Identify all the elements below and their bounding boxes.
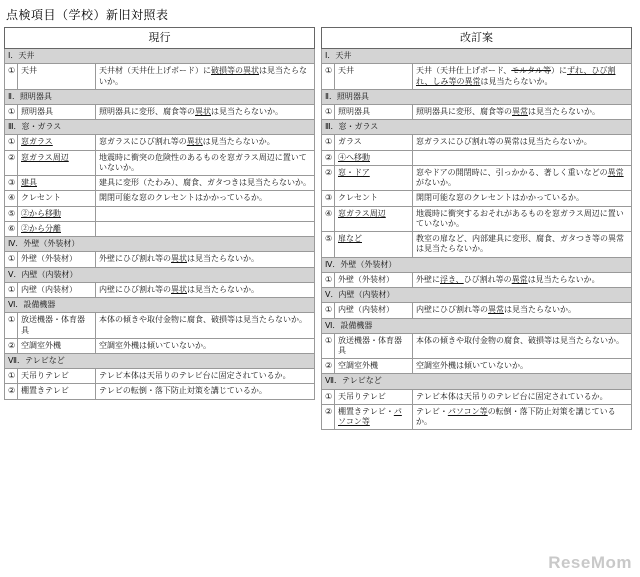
table-row [5, 105, 315, 120]
section-label: Ⅳ．外壁（外装材） [322, 257, 632, 272]
row-number: ① [5, 282, 18, 297]
table-row [5, 282, 315, 297]
column-header-current: 現行 [5, 28, 315, 49]
row-description: 天井材（天井仕上げボード）に破損等の異状は見当たらないか。 [96, 64, 315, 89]
row-description: テレビ本体は天吊りのテレビ台に固定されているか。 [96, 369, 315, 384]
row-number: ① [5, 369, 18, 384]
table-row [5, 369, 315, 384]
row-item: ②から移動 [18, 206, 96, 221]
section-header-row [5, 49, 315, 64]
row-number: ① [5, 252, 18, 267]
current-version-table-wrap [4, 27, 315, 430]
row-number: ④ [322, 206, 335, 231]
table-row [5, 191, 315, 206]
row-description: 空調室外機は傾いていないか。 [96, 338, 315, 353]
section-header-row [322, 89, 632, 104]
row-description: 教室の扉など、内部建具に変形、腐食、ガタつき等の異常は見当たらないか。 [413, 232, 632, 257]
table-row [322, 191, 632, 206]
row-item: 空調室外機 [335, 359, 413, 374]
column-header-row [5, 28, 315, 49]
row-description: 建具に変形（たわみ）、腐食、ガタつきは見当たらないか。 [96, 176, 315, 191]
watermark: ReseMom [548, 553, 632, 572]
table-row [322, 64, 632, 89]
row-number: ① [5, 135, 18, 150]
table-row [322, 359, 632, 374]
table-row [322, 404, 632, 429]
row-number: ② [5, 384, 18, 399]
row-number: ② [322, 165, 335, 190]
section-label: Ⅶ．テレビなど [322, 374, 632, 389]
table-row [322, 232, 632, 257]
section-header-row [5, 298, 315, 313]
row-number: ① [5, 64, 18, 89]
table-row [5, 338, 315, 353]
row-number: ⑤ [322, 232, 335, 257]
section-label: Ⅲ．窓・ガラス [322, 120, 632, 135]
section-header-row [322, 120, 632, 135]
section-header-row [322, 318, 632, 333]
row-item: ②から分離 [18, 221, 96, 236]
table-row [5, 252, 315, 267]
section-label: Ⅳ．外壁（外装材） [5, 237, 315, 252]
row-item: 窓・ドア [335, 165, 413, 190]
table-row [322, 150, 632, 165]
section-label: Ⅰ．天井 [322, 49, 632, 64]
table-row [5, 135, 315, 150]
row-item: 外壁（外装材） [335, 272, 413, 287]
row-item: 外壁（外装材） [18, 252, 96, 267]
table-row [322, 105, 632, 120]
row-number: ① [322, 135, 335, 150]
section-label: Ⅴ．内壁（内装材） [322, 288, 632, 303]
page-title: 点検項目（学校）新旧対照表 [6, 8, 169, 22]
row-description: 内壁にひび割れ等の異常は見当たらないか。 [413, 303, 632, 318]
row-number: ① [322, 272, 335, 287]
revised-version-body [322, 49, 632, 430]
section-label: Ⅰ．天井 [5, 49, 315, 64]
table-row [322, 135, 632, 150]
table-row [5, 176, 315, 191]
row-number: ① [5, 313, 18, 338]
section-header-row [322, 257, 632, 272]
section-header-row [322, 288, 632, 303]
row-number: ① [322, 389, 335, 404]
row-number: ⑥ [5, 221, 18, 236]
row-number: ① [322, 333, 335, 358]
row-item: クレセント [18, 191, 96, 206]
row-description: テレビ・パソコン等の転倒・落下防止対策を講じているか。 [413, 404, 632, 429]
row-description: 地震時に衝突するおそれがあるものを窓ガラス周辺に置いていないか。 [413, 206, 632, 231]
section-header-row [5, 267, 315, 282]
section-label: Ⅴ．内壁（内装材） [5, 267, 315, 282]
row-number: ① [322, 64, 335, 89]
section-header-row [5, 237, 315, 252]
row-item: 棚置きテレビ [18, 384, 96, 399]
row-item: 放送機器・体育器具 [18, 313, 96, 338]
row-number: ① [5, 105, 18, 120]
section-header-row [322, 49, 632, 64]
row-description: 窓ガラスにひび割れ等の異常は見当たらないか。 [413, 135, 632, 150]
table-row [5, 384, 315, 399]
row-item: 窓ガラス周辺 [18, 150, 96, 175]
row-description: 天井（天井仕上げボード、モルタル等）にずれ、ひび割れ、しみ等の異常は見当たらないか。 [413, 64, 632, 89]
revised-version-table [321, 27, 632, 430]
row-item: 空調室外機 [18, 338, 96, 353]
table-row [322, 206, 632, 231]
row-item: ④へ移動 [335, 150, 413, 165]
section-label: Ⅵ．設備機器 [5, 298, 315, 313]
table-row [322, 272, 632, 287]
row-number: ③ [322, 191, 335, 206]
row-description: 外壁に浮き、ひび割れ等の異常は見当たらないか。 [413, 272, 632, 287]
row-number: ② [5, 150, 18, 175]
row-number: ② [5, 338, 18, 353]
row-item: 照明器具 [18, 105, 96, 120]
table-row [5, 313, 315, 338]
row-item: クレセント [335, 191, 413, 206]
column-header-row [322, 28, 632, 49]
row-number: ③ [5, 176, 18, 191]
row-item: 扉など [335, 232, 413, 257]
row-item: ガラス [335, 135, 413, 150]
row-number: ④ [5, 191, 18, 206]
row-description: テレビ本体は天吊りのテレビ台に固定されているか。 [413, 389, 632, 404]
row-item: 天吊りテレビ [335, 389, 413, 404]
row-item: 天吊りテレビ [18, 369, 96, 384]
row-item: 天井 [335, 64, 413, 89]
section-label: Ⅲ．窓・ガラス [5, 120, 315, 135]
row-item: 棚置きテレビ・パソコン等 [335, 404, 413, 429]
row-description: テレビの転倒・落下防止対策を講じているか。 [96, 384, 315, 399]
row-description: 照明器具に変形、腐食等の異常は見当たらないか。 [413, 105, 632, 120]
table-row [322, 333, 632, 358]
section-header-row [5, 120, 315, 135]
section-header-row [5, 354, 315, 369]
row-number: ② [322, 359, 335, 374]
row-number: ① [322, 105, 335, 120]
table-row [322, 389, 632, 404]
row-description: 照明器具に変形、腐食等の異状は見当たらないか。 [96, 105, 315, 120]
section-header-row [322, 374, 632, 389]
table-row [322, 165, 632, 190]
table-row [322, 303, 632, 318]
row-item: 放送機器・体育器具 [335, 333, 413, 358]
revised-version-table-wrap [321, 27, 632, 430]
row-description: 開閉可能な窓のクレセントはかかっているか。 [96, 191, 315, 206]
current-version-table [4, 27, 315, 400]
row-number: ⑤ [5, 206, 18, 221]
row-number: ② [322, 150, 335, 165]
row-description: 窓ガラスにひび割れ等の異状は見当たらないか。 [96, 135, 315, 150]
current-version-body [5, 49, 315, 400]
row-item: 照明器具 [335, 105, 413, 120]
row-description: 本体の傾きや取付金物に腐食、破損等は見当たらないか。 [96, 313, 315, 338]
row-item: 内壁（内装材） [18, 282, 96, 297]
table-row [5, 150, 315, 175]
row-description: 窓やドアの開閉時に、引っかかる、著しく重いなどの異常がないか。 [413, 165, 632, 190]
section-label: Ⅱ．照明器具 [5, 89, 315, 104]
table-row [5, 64, 315, 89]
row-description: 開閉可能な窓のクレセントはかかっているか。 [413, 191, 632, 206]
table-row [5, 206, 315, 221]
section-header-row [5, 89, 315, 104]
table-row [5, 221, 315, 236]
row-description: 空調室外機は傾いていないか。 [413, 359, 632, 374]
row-description: 外壁にひび割れ等の異状は見当たらないか。 [96, 252, 315, 267]
row-description: 本体の傾きや取付金物の腐食、破損等は見当たらないか。 [413, 333, 632, 358]
section-label: Ⅵ．設備機器 [322, 318, 632, 333]
row-number: ② [322, 404, 335, 429]
row-description [96, 206, 315, 221]
section-label: Ⅱ．照明器具 [322, 89, 632, 104]
row-description: 地震時に衝突の危険性のあるものを窓ガラス周辺に置いていないか。 [96, 150, 315, 175]
row-item: 窓ガラス周辺 [335, 206, 413, 231]
row-item: 天井 [18, 64, 96, 89]
row-description: 内壁にひび割れ等の異状は見当たらないか。 [96, 282, 315, 297]
row-item: 窓ガラス [18, 135, 96, 150]
column-header-revised: 改訂案 [322, 28, 632, 49]
section-label: Ⅶ．テレビなど [5, 354, 315, 369]
row-number: ① [322, 303, 335, 318]
row-item: 内壁（内装材） [335, 303, 413, 318]
row-description [96, 221, 315, 236]
comparison-tables [0, 27, 640, 430]
row-description [413, 150, 632, 165]
row-item: 建具 [18, 176, 96, 191]
